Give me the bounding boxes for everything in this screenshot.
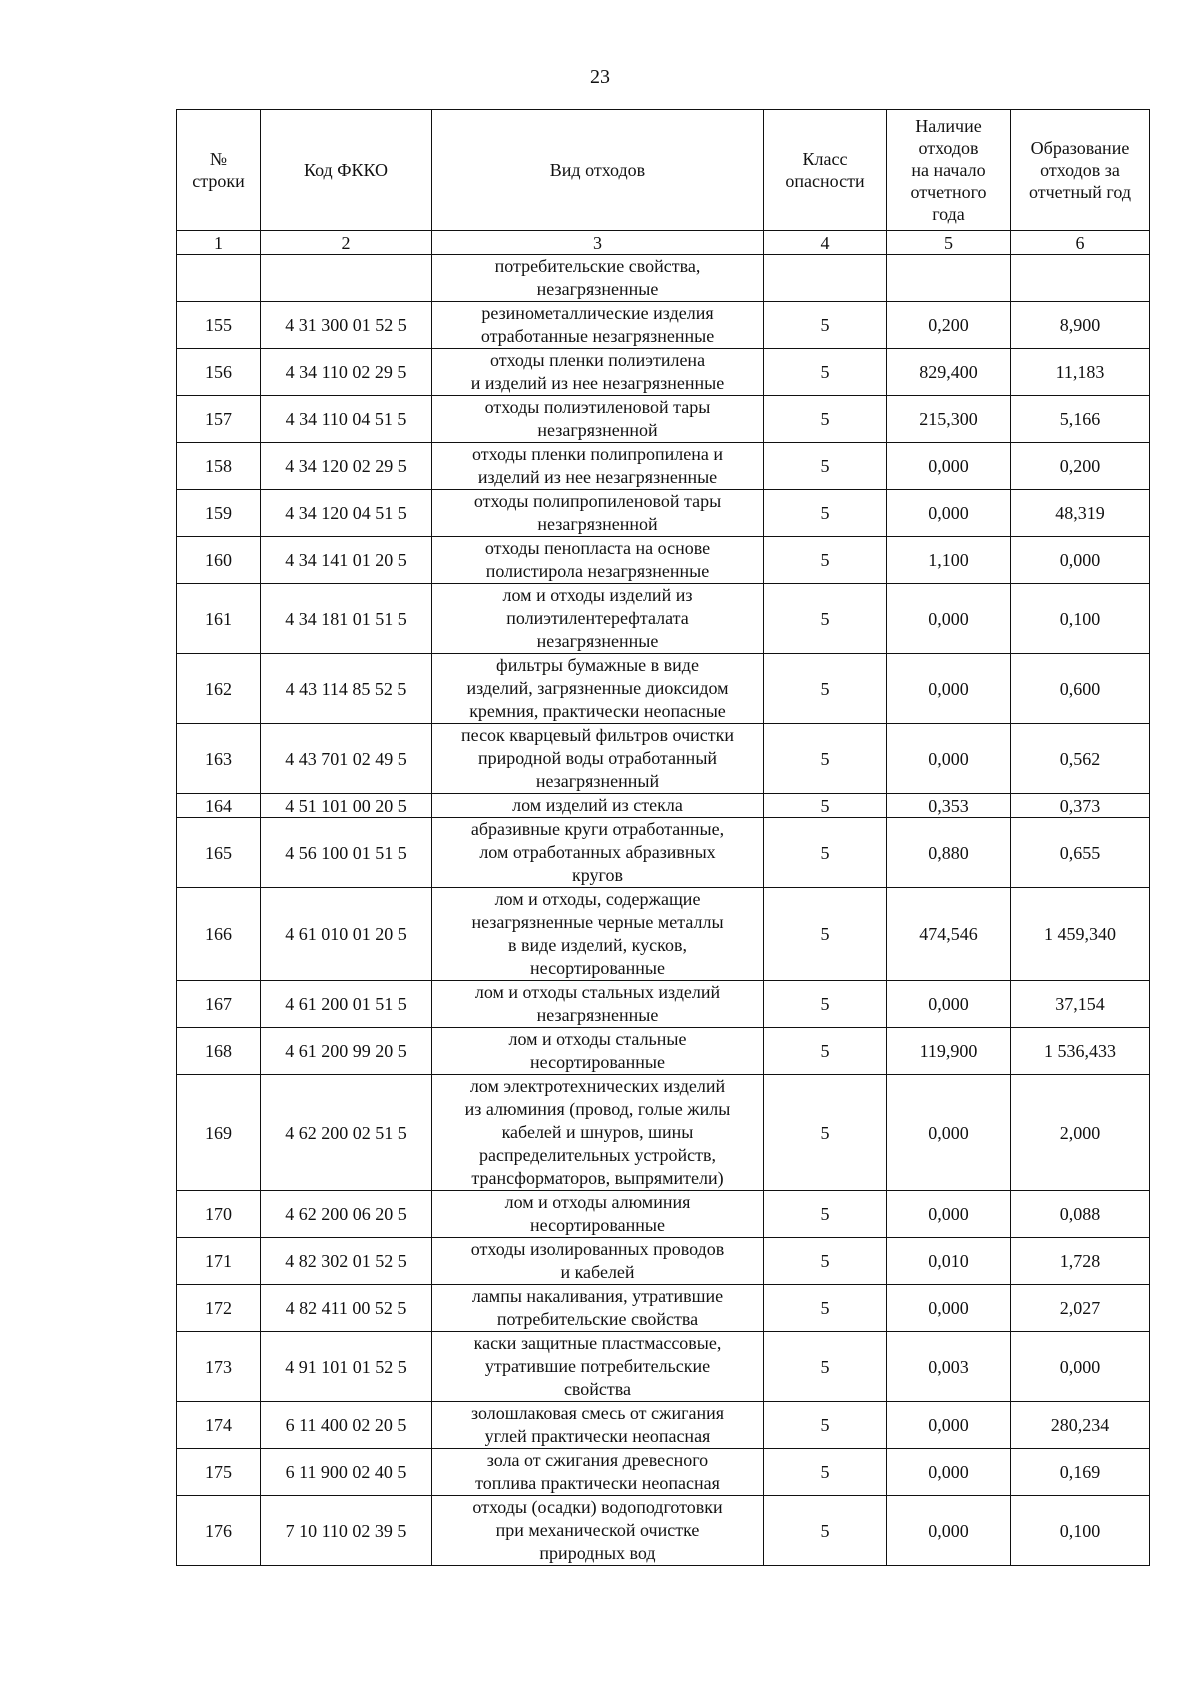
row-number: 169 — [177, 1075, 261, 1191]
row-number: 173 — [177, 1332, 261, 1402]
fkko-code: 4 56 100 01 51 5 — [261, 818, 432, 888]
table-body — [177, 255, 1150, 1566]
table-row — [177, 396, 1150, 443]
amount-formed: 48,319 — [1011, 490, 1150, 537]
waste-type: золошлаковая смесь от сжигания углей практически неопасная — [432, 1402, 764, 1449]
table-row — [177, 443, 1150, 490]
amount-formed: 2,000 — [1011, 1075, 1150, 1191]
fkko-code: 7 10 110 02 39 5 — [261, 1496, 432, 1566]
table-row — [177, 1332, 1150, 1402]
waste-type: отходы пенопласта на основе полистирола незагрязненные — [432, 537, 764, 584]
header-row-number: № строки — [177, 110, 261, 231]
waste-type: лампы накаливания, утратившие потребительские свойства — [432, 1285, 764, 1332]
row-number: 167 — [177, 981, 261, 1028]
table-row — [177, 724, 1150, 794]
amount-formed: 0,000 — [1011, 537, 1150, 584]
table-row — [177, 255, 1150, 302]
row-number: 159 — [177, 490, 261, 537]
hazard-class: 5 — [764, 1496, 887, 1566]
table-row — [177, 490, 1150, 537]
row-number: 170 — [177, 1191, 261, 1238]
row-number: 166 — [177, 888, 261, 981]
header-hazard-class: Класс опасности — [764, 110, 887, 231]
header-start-of-year: Наличие отходов на начало отчетного года — [887, 110, 1011, 231]
amount-start-of-year: 0,000 — [887, 1075, 1011, 1191]
amount-formed: 1,728 — [1011, 1238, 1150, 1285]
column-number: 3 — [432, 231, 764, 255]
row-number: 157 — [177, 396, 261, 443]
table-row — [177, 349, 1150, 396]
amount-formed: 2,027 — [1011, 1285, 1150, 1332]
amount-formed: 0,600 — [1011, 654, 1150, 724]
amount-formed: 0,562 — [1011, 724, 1150, 794]
hazard-class: 5 — [764, 302, 887, 349]
row-number: 165 — [177, 818, 261, 888]
amount-formed: 0,000 — [1011, 1332, 1150, 1402]
header-formed-in-year: Образование отходов за отчетный год — [1011, 110, 1150, 231]
table-row — [177, 1238, 1150, 1285]
table-row — [177, 1191, 1150, 1238]
hazard-class: 5 — [764, 443, 887, 490]
row-number: 164 — [177, 794, 261, 818]
amount-start-of-year: 474,546 — [887, 888, 1011, 981]
amount-start-of-year: 0,000 — [887, 1496, 1011, 1566]
waste-type: отходы (осадки) водоподготовки при механической очистке природных вод — [432, 1496, 764, 1566]
hazard-class: 5 — [764, 1449, 887, 1496]
row-number: 174 — [177, 1402, 261, 1449]
waste-type: отходы изолированных проводов и кабелей — [432, 1238, 764, 1285]
amount-start-of-year: 0,000 — [887, 1402, 1011, 1449]
row-number: 156 — [177, 349, 261, 396]
fkko-code: 4 61 010 01 20 5 — [261, 888, 432, 981]
table-row — [177, 818, 1150, 888]
fkko-code: 4 51 101 00 20 5 — [261, 794, 432, 818]
fkko-code: 4 62 200 02 51 5 — [261, 1075, 432, 1191]
row-number: 158 — [177, 443, 261, 490]
hazard-class: 5 — [764, 794, 887, 818]
amount-formed: 5,166 — [1011, 396, 1150, 443]
hazard-class: 5 — [764, 1238, 887, 1285]
fkko-code: 4 62 200 06 20 5 — [261, 1191, 432, 1238]
amount-formed: 8,900 — [1011, 302, 1150, 349]
fkko-code: 4 34 110 02 29 5 — [261, 349, 432, 396]
hazard-class: 5 — [764, 654, 887, 724]
row-number: 168 — [177, 1028, 261, 1075]
hazard-class: 5 — [764, 396, 887, 443]
fkko-code: 4 61 200 99 20 5 — [261, 1028, 432, 1075]
hazard-class: 5 — [764, 1402, 887, 1449]
table-row — [177, 654, 1150, 724]
fkko-code: 4 31 300 01 52 5 — [261, 302, 432, 349]
table-row — [177, 1449, 1150, 1496]
amount-start-of-year: 829,400 — [887, 349, 1011, 396]
waste-type: отходы пленки полиэтилена и изделий из нее незагрязненные — [432, 349, 764, 396]
amount-formed: 0,169 — [1011, 1449, 1150, 1496]
amount-formed: 1 459,340 — [1011, 888, 1150, 981]
fkko-code: 4 82 411 00 52 5 — [261, 1285, 432, 1332]
page-number: 23 — [590, 66, 610, 88]
table-row — [177, 981, 1150, 1028]
table-row — [177, 1075, 1150, 1191]
table-row — [177, 537, 1150, 584]
fkko-code: 6 11 400 02 20 5 — [261, 1402, 432, 1449]
amount-formed: 0,373 — [1011, 794, 1150, 818]
waste-type: фильтры бумажные в виде изделий, загрязненные диоксидом кремния, практически неопасные — [432, 654, 764, 724]
column-number: 6 — [1011, 231, 1150, 255]
amount-formed: 37,154 — [1011, 981, 1150, 1028]
amount-start-of-year: 0,000 — [887, 1449, 1011, 1496]
amount-start-of-year: 1,100 — [887, 537, 1011, 584]
waste-table — [176, 109, 1150, 1566]
amount-start-of-year: 0,003 — [887, 1332, 1011, 1402]
waste-type: лом и отходы изделий из полиэтилентерефталата незагрязненные — [432, 584, 764, 654]
header-fkko-code: Код ФККО — [261, 110, 432, 231]
amount-formed: 280,234 — [1011, 1402, 1150, 1449]
amount-formed: 0,200 — [1011, 443, 1150, 490]
amount-start-of-year: 0,880 — [887, 818, 1011, 888]
table-row — [177, 794, 1150, 818]
waste-type: лом и отходы стальных изделий незагрязненные — [432, 981, 764, 1028]
amount-formed: 0,088 — [1011, 1191, 1150, 1238]
waste-type: отходы полиэтиленовой тары незагрязненной — [432, 396, 764, 443]
table-row — [177, 1028, 1150, 1075]
waste-type: лом и отходы алюминия несортированные — [432, 1191, 764, 1238]
waste-type: абразивные круги отработанные, лом отработанных абразивных кругов — [432, 818, 764, 888]
amount-start-of-year: 0,000 — [887, 1191, 1011, 1238]
hazard-class: 5 — [764, 490, 887, 537]
waste-type: лом и отходы, содержащие незагрязненные черные металлы в виде изделий, кусков, несортированные — [432, 888, 764, 981]
amount-start-of-year: 0,000 — [887, 584, 1011, 654]
hazard-class: 5 — [764, 981, 887, 1028]
fkko-code: 4 34 141 01 20 5 — [261, 537, 432, 584]
row-number: 161 — [177, 584, 261, 654]
row-number: 160 — [177, 537, 261, 584]
column-number: 5 — [887, 231, 1011, 255]
fkko-code: 4 43 114 85 52 5 — [261, 654, 432, 724]
hazard-class: 5 — [764, 724, 887, 794]
table-row — [177, 1402, 1150, 1449]
amount-start-of-year: 0,000 — [887, 443, 1011, 490]
row-number: 175 — [177, 1449, 261, 1496]
fkko-code: 4 34 120 04 51 5 — [261, 490, 432, 537]
amount-start-of-year: 0,000 — [887, 1285, 1011, 1332]
amount-start-of-year: 0,010 — [887, 1238, 1011, 1285]
hazard-class: 5 — [764, 537, 887, 584]
table-row — [177, 584, 1150, 654]
row-number: 155 — [177, 302, 261, 349]
amount-formed: 0,655 — [1011, 818, 1150, 888]
row-number: 163 — [177, 724, 261, 794]
hazard-class: 5 — [764, 1332, 887, 1402]
hazard-class: 5 — [764, 1285, 887, 1332]
hazard-class: 5 — [764, 1191, 887, 1238]
table-row — [177, 888, 1150, 981]
row-number: 162 — [177, 654, 261, 724]
waste-type: лом электротехнических изделий из алюминия (провод, голые жилы кабелей и шнуров, шины распределительных устройств, трансформаторов, выпрямители) — [432, 1075, 764, 1191]
fkko-code: 6 11 900 02 40 5 — [261, 1449, 432, 1496]
row-number — [177, 255, 261, 302]
fkko-code: 4 43 701 02 49 5 — [261, 724, 432, 794]
amount-formed: 0,100 — [1011, 584, 1150, 654]
table-row — [177, 302, 1150, 349]
hazard-class: 5 — [764, 888, 887, 981]
table-header-row — [177, 110, 1150, 231]
amount-formed — [1011, 255, 1150, 302]
header-waste-type: Вид отходов — [432, 110, 764, 231]
hazard-class: 5 — [764, 584, 887, 654]
amount-formed: 1 536,433 — [1011, 1028, 1150, 1075]
amount-start-of-year — [887, 255, 1011, 302]
waste-type: песок кварцевый фильтров очистки природной воды отработанный незагрязненный — [432, 724, 764, 794]
hazard-class: 5 — [764, 1075, 887, 1191]
hazard-class: 5 — [764, 349, 887, 396]
fkko-code: 4 91 101 01 52 5 — [261, 1332, 432, 1402]
fkko-code: 4 34 181 01 51 5 — [261, 584, 432, 654]
row-number: 176 — [177, 1496, 261, 1566]
amount-formed: 0,100 — [1011, 1496, 1150, 1566]
fkko-code — [261, 255, 432, 302]
row-number: 172 — [177, 1285, 261, 1332]
column-number: 4 — [764, 231, 887, 255]
amount-start-of-year: 0,000 — [887, 654, 1011, 724]
table-row — [177, 1496, 1150, 1566]
waste-type: зола от сжигания древесного топлива практически неопасная — [432, 1449, 764, 1496]
amount-start-of-year: 0,353 — [887, 794, 1011, 818]
waste-type: лом и отходы стальные несортированные — [432, 1028, 764, 1075]
column-number-row — [177, 231, 1150, 255]
amount-start-of-year: 0,200 — [887, 302, 1011, 349]
fkko-code: 4 34 110 04 51 5 — [261, 396, 432, 443]
amount-start-of-year: 0,000 — [887, 981, 1011, 1028]
waste-type: отходы полипропиленовой тары незагрязненной — [432, 490, 764, 537]
fkko-code: 4 82 302 01 52 5 — [261, 1238, 432, 1285]
column-number: 1 — [177, 231, 261, 255]
waste-type: потребительские свойства, незагрязненные — [432, 255, 764, 302]
hazard-class: 5 — [764, 818, 887, 888]
hazard-class: 5 — [764, 1028, 887, 1075]
amount-formed: 11,183 — [1011, 349, 1150, 396]
table-row — [177, 1285, 1150, 1332]
fkko-code: 4 34 120 02 29 5 — [261, 443, 432, 490]
waste-type: лом изделий из стекла — [432, 794, 764, 818]
waste-type: отходы пленки полипропилена и изделий из нее незагрязненные — [432, 443, 764, 490]
amount-start-of-year: 0,000 — [887, 490, 1011, 537]
waste-type: каски защитные пластмассовые, утратившие потребительские свойства — [432, 1332, 764, 1402]
amount-start-of-year: 0,000 — [887, 724, 1011, 794]
fkko-code: 4 61 200 01 51 5 — [261, 981, 432, 1028]
waste-type: резинометаллические изделия отработанные незагрязненные — [432, 302, 764, 349]
row-number: 171 — [177, 1238, 261, 1285]
amount-start-of-year: 119,900 — [887, 1028, 1011, 1075]
column-number: 2 — [261, 231, 432, 255]
hazard-class — [764, 255, 887, 302]
amount-start-of-year: 215,300 — [887, 396, 1011, 443]
